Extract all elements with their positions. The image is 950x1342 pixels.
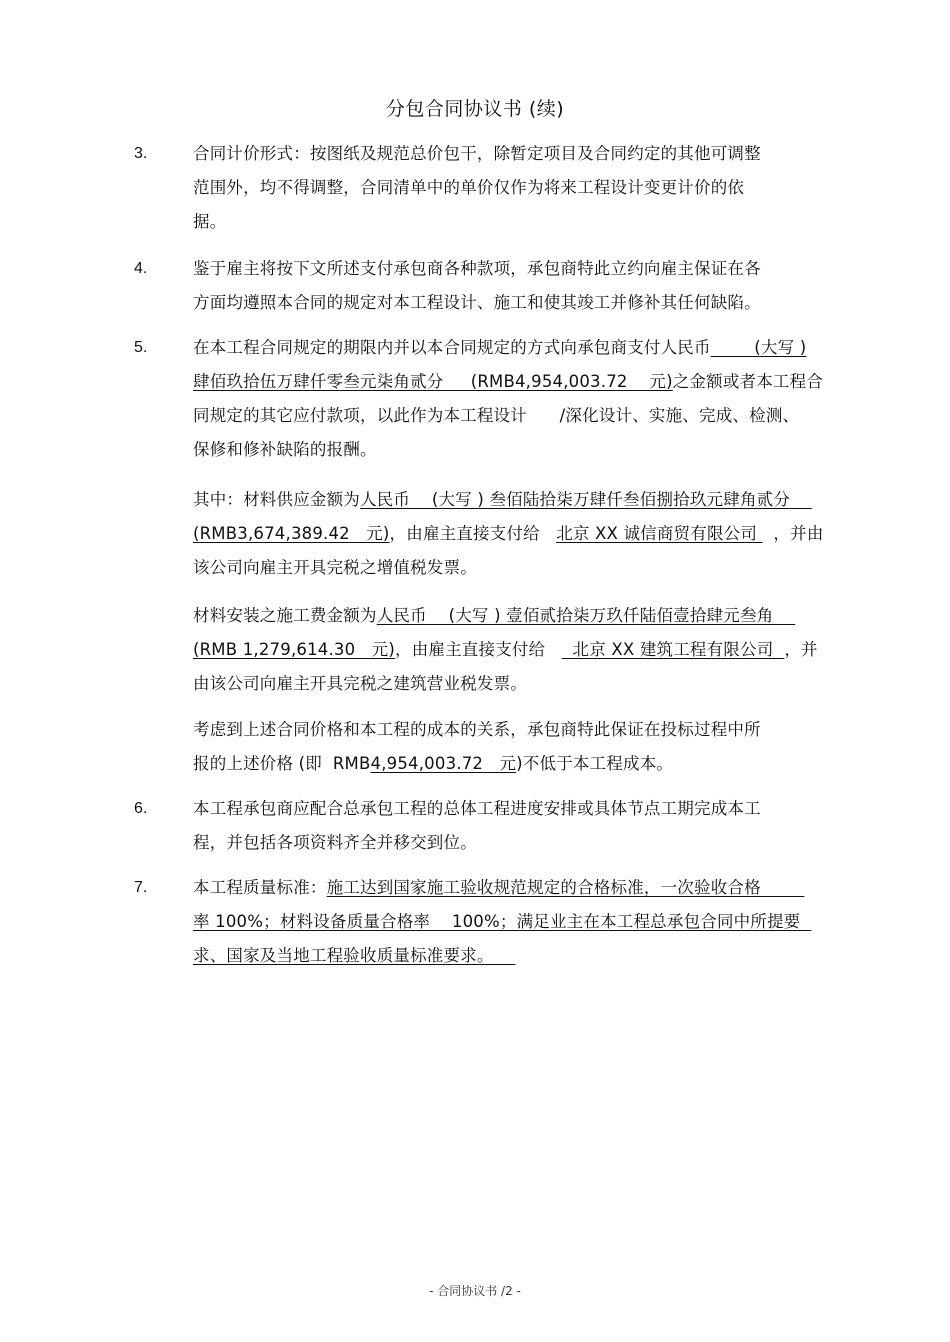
- installation-fee-line: [193, 639, 818, 661]
- cost-guarantee-line: 考虑到上述合同价格和本工程的成本的关系，承包商特此保证在投标过程中所: [193, 720, 761, 739]
- clause-text: ，由雇主直接支付给: [395, 640, 562, 659]
- clause-line: 同规定的其它应付款项，以此作为本工程设计 /深化设计、实施、完成、检测、: [193, 406, 800, 425]
- material-supply-line: 该公司向雇主开具完税之增值税发票。: [193, 558, 477, 577]
- clause-line: 据。: [193, 212, 227, 231]
- clause-line: [193, 877, 804, 899]
- clause-line: [193, 337, 806, 359]
- clause-text: ，由雇主直接支付给: [389, 524, 557, 543]
- clause-line: 合同计价形式：按图纸及规范总价包干，除暂定项目及合同约定的其他可调整: [193, 144, 761, 163]
- quality-standard-text: 求、国家及当地工程验收质量标准要求。: [193, 946, 516, 965]
- guaranteed-price: 4,954,003.72 元: [370, 754, 517, 773]
- material-supply-amount: (RMB3,674,389.42 元): [193, 524, 390, 543]
- clause-number: 7.: [134, 879, 148, 896]
- clause-text: ，并由: [762, 524, 824, 543]
- installation-fee-line: [193, 605, 795, 627]
- material-supply-line: [193, 489, 812, 511]
- clause-line: [193, 371, 823, 393]
- clause-number: 5.: [134, 339, 148, 356]
- payment-intro-text: 在本工程合同规定的期限内并以本合同规定的方式向承包商支付人民币: [193, 338, 711, 357]
- clause-text: )不低于本工程成本。: [516, 754, 674, 773]
- clause-text: 报的上述价格 (即 RMB: [193, 754, 371, 773]
- clause-line: 保修和修补缺陷的报酬。: [193, 440, 377, 459]
- clause-line: 范围外，均不得调整，合同清单中的单价仅作为将来工程设计变更计价的依: [193, 178, 745, 197]
- clause-line: 程，并包括各项资料齐全并移交到位。: [193, 833, 477, 852]
- contract-amount: 肆佰玖拾伍万肆仟零叁元柒角贰分 (RMB4,954,003.72 元): [193, 372, 673, 391]
- material-supply-amount-words: 人民币 (大写 ) 叁佰陆拾柒万肆仟叁佰捌拾玖元肆角贰分: [360, 490, 812, 509]
- clause-number: 3.: [134, 145, 148, 162]
- cost-guarantee-line: [193, 753, 673, 775]
- clause-text: ，并: [784, 640, 818, 659]
- document-title: 分包合同协议书 (续): [385, 98, 565, 120]
- clause-text: 之金额或者本工程合: [672, 372, 824, 391]
- installation-fee-line: 由该公司向雇主开具完税之建筑营业税发票。: [193, 674, 527, 693]
- quality-standard-label: 本工程质量标准：: [193, 878, 327, 897]
- material-supplier-name: 北京 XX 诚信商贸有限公司: [556, 524, 763, 543]
- amount-words-label: (大写 ): [710, 338, 807, 357]
- installation-fee-label: 材料安装之施工费金额为: [193, 606, 377, 625]
- page-footer: - 合同协议书 /2 -: [429, 1284, 521, 1298]
- contractor-name: 北京 XX 建筑工程有限公司: [561, 640, 785, 659]
- quality-standard-text: 率 100%；材料设备质量合格率 100%；满足业主在本工程总承包合同中所提要: [193, 912, 812, 931]
- clause-number: 6.: [134, 800, 148, 817]
- clause-line: 方面均遵照本合同的规定对本工程设计、施工和使其竣工并修补其任何缺陷。: [193, 293, 761, 312]
- material-supply-label: 其中：材料供应金额为: [193, 490, 360, 509]
- clause-number: 4.: [134, 260, 148, 277]
- quality-standard-text: 施工达到国家施工验收规范规定的合格标准，一次验收合格: [326, 878, 805, 897]
- clause-line: 鉴于雇主将按下文所述支付承包商各种款项，承包商特此立约向雇主保证在各: [193, 259, 761, 278]
- clause-line: 本工程承包商应配合总承包工程的总体工程进度安排或具体节点工期完成本工: [193, 799, 761, 818]
- material-supply-line: [193, 523, 824, 545]
- installation-fee-amount: (RMB 1,279,614.30 元): [193, 640, 395, 659]
- installation-fee-amount-words: 人民币 (大写 ) 壹佰贰拾柒万玖仟陆佰壹拾肆元叁角: [376, 606, 796, 625]
